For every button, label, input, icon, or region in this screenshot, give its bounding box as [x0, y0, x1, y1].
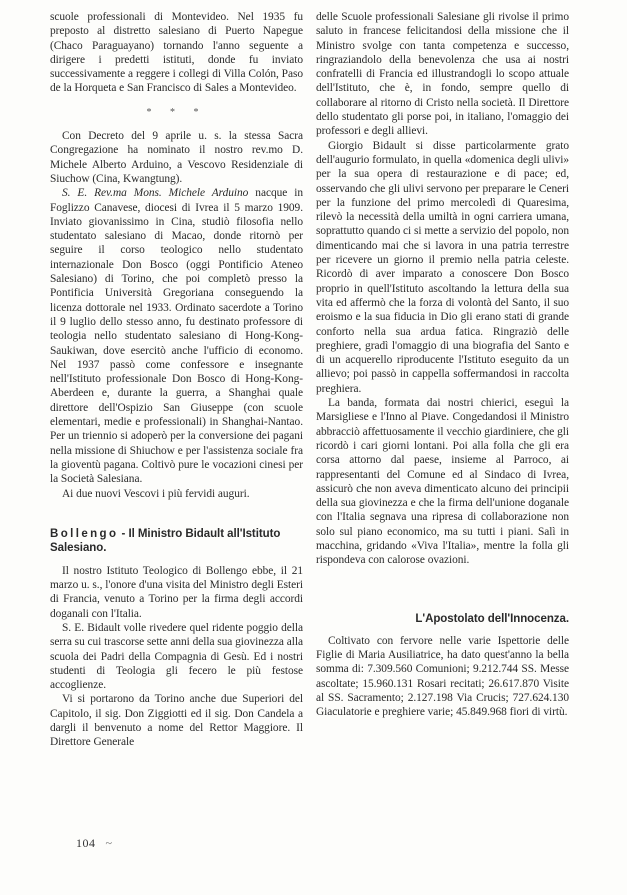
- paragraph: delle Scuole professionali Salesiane gli rivolse il primo saluto in francese felicitandosi della missione che il Ministro svolge con tanta competenza e successo, ringraziandolo della benevolenza che usa ai nostri confratelli di Francia ed illustrandogli lo scopo attuale dell'Istituto, che è, in fondo, sempre quello di collaborare al ritorno di Cristo nella società. Il Direttore dello studentato gli porse poi, in italiano, l'omaggio dei professori e degli allievi.: [316, 11, 569, 138]
- heading-place: Bollengo: [50, 527, 119, 540]
- right-column: [316, 10, 569, 720]
- heading-title: - Il Ministro Bidault all'Istituto Salesiano.: [50, 527, 281, 555]
- bishop-name: S. E. Rev.ma Mons. Michele Arduino: [62, 187, 249, 200]
- paragraph: Vi si portarono da Torino anche due Superiori del Capitolo, il sig. Don Ziggiotti ed il sig. Don Candela a dargli il benvenuto a nome del Rettor Maggiore. Il Direttore Generale: [50, 693, 303, 749]
- paragraph: scuole professionali di Montevideo. Nel 1935 fu preposto al distretto salesiano di Puerto Napegue (Chaco Paraguayano) tornando l'anno seguente a dirigere i predetti istituti, donde fu inviato successivamente a reggere i collegi di Villa Colón, Paso de la Horqueta e San Francisco di Sales a Montevideo.: [50, 11, 303, 95]
- page-footer: [76, 836, 113, 851]
- left-column: [50, 10, 303, 750]
- section-heading-bollengo: [50, 527, 303, 556]
- paragraph: Il nostro Istituto Teologico di Bollengo ebbe, il 21 marzo u. s., l'onore d'una visita del Ministro degli Esteri di Francia, venuto a Torino per la firma degli accordi doganali con l'Italia.: [50, 564, 303, 620]
- page-number: 104: [76, 836, 96, 850]
- section-heading-apostolato: L'Apostolato dell'Innocenza.: [415, 612, 569, 625]
- paragraph: Ai due nuovi Vescovi i più fervidi auguri.: [62, 487, 250, 500]
- paragraph: Con Decreto del 9 aprile u. s. la stessa Sacra Congregazione ha nominato il nostro rev.mo D. Michele Alberto Arduino, a Vescovo Residenziale di Siuchow (Cina, Kwangtung).: [50, 130, 303, 185]
- paragraph: Giorgio Bidault si disse particolarmente grato dell'augurio formulato, in quella «domenica degli ulivi» per la sua opera di restaurazione e di pace; ed, osservando che gli ulivi servono per preparare le Ceneri per la funzione del primo mercoledì di Quaresima, rilevò la necessità della umiltà in ogni carriera umana, soprattutto quando ci si mette a servizio del popolo, non dimenticando mai che si lavora in una patria terrestre per ricevere un giorno il premio nella patria celeste. Ricordò di aver imparato a conoscere Don Bosco proprio in quell'Istituto ascoltando la lettura della sua vita ed affermò che la forza di volontà del Santo, il suo eroismo e la sua fiducia in Dio gli erano stati di grande conforto nella sua ardua fatica. Ringraziò delle preghiere, gradì l'omaggio di una biografia del Santo e di un acquerello riproducente l'Istituto eseguito da un allievo; poi passò in cappella soffermandosi in raccolta preghiera.: [316, 139, 569, 395]
- paragraph: [50, 186, 303, 486]
- section-separator: * * *: [146, 106, 207, 118]
- paragraph: S. E. Bidault volle rivedere quel ridente poggio della serra su cui trascorse sette anni della sua giovinezza alla scuola dei Padri della Compagnia di Gesù. Ed i nostri studenti di Teologia gli fecero le più festose accoglienze.: [50, 621, 303, 692]
- paragraph-text: nacque in Foglizzo Canavese, diocesi di Ivrea il 5 marzo 1909. Inviato giovanissimo in Cina, studiò filosofia nello studentato salesiano di Macao, donde ritornò per seguire il corso teologico nello studentato internazionale Don Bosco (oggi Pontificio Ateneo Salesiano) di Torino, che poi completò presso la Pontificia Università Gregoriana conseguendo la licenza dottorale nel 1933. Ordinato sacerdote a Torino il 9 luglio dello stesso anno, fu destinato professore di teologia nello studentato salesiano di Hong-Kong-Saukiwan, dove esercitò anche l'ufficio di economo. Nel 1937 passò come confessore e insegnante nell'Istituto professionale Don Bosco di Hong-Kong-Aberdeen e, durante la guerra, a Shanghai quale direttore dell'Ospizio San Giuseppe (con scuole elementari, medie e professionali) in Shanghai-Nantao. Per un triennio si adoperò per la conversione dei pagani nella missione di Shiuchow e per l'assistenza sociale fra la gioventù pagana. Coltivò pure le vocazioni cinesi per la Società Salesiana.: [50, 187, 303, 486]
- paragraph: La banda, formata dai nostri chierici, eseguì la Marsigliese e l'Inno al Piave. Congedandosi il Ministro abbracciò affettuosamente il vecchio giardiniere, che gli ricordò i cari giorni lontani. Poi alla folla che gli era corsa attorno dal paese, insieme al Parroco, ai rappresentanti del Comune ed al Sindaco di Ivrea, assicurò che non aveva dimenticato alcuno dei principii della sua giovinezza e che la firma dell'unione doganale con l'Italia segnava una ripresa di collaborazione non solo sul piano economico, ma su tutti i piani. Salì in macchina, gridando «Viva l'Italia», mentre la folla gli rispondeva con calorose ovazioni.: [316, 397, 569, 567]
- paragraph: Coltivato con fervore nelle varie Ispettorie delle Figlie di Maria Ausiliatrice, ha dato quest'anno la bella somma di: 7.309.560 Comunioni; 9.212.744 SS. Messe ascoltate; 15.960.131 Rosari recitati; 26.617.870 Visite al SS. Sacramento; 2.127.198 Via Crucis; 727.624.130 Giaculatorie e preghiere varie; 45.849.968 fiori di virtù.: [316, 634, 569, 719]
- footer-ornament: ~: [105, 836, 113, 850]
